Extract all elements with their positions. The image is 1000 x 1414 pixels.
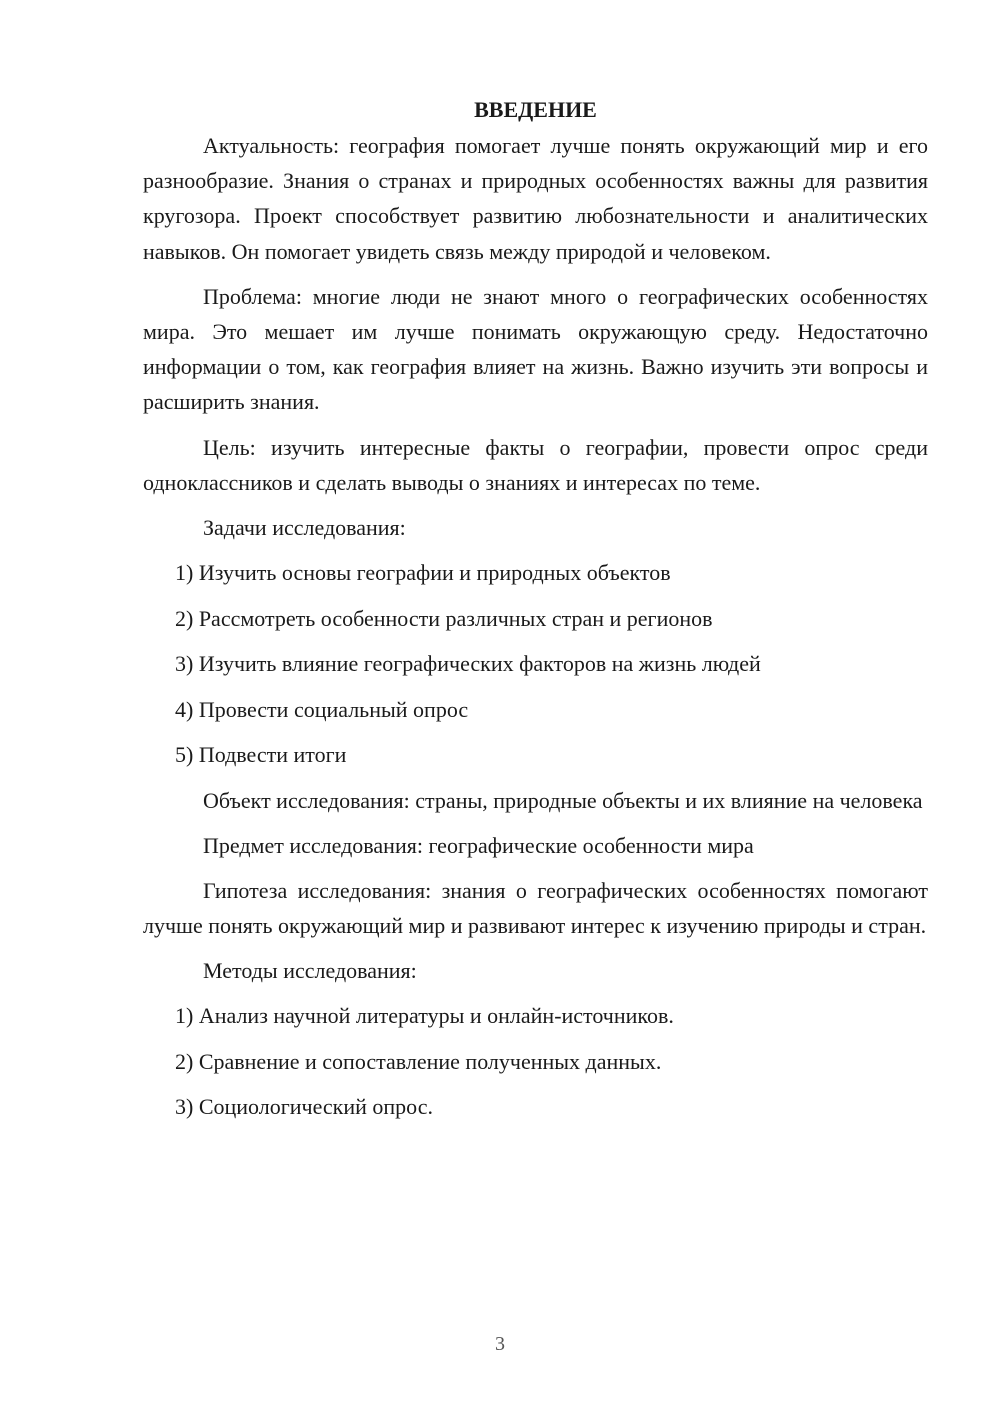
relevance-paragraph: Актуальность: география помогает лучше понять окружающий мир и его разнообразие. Знания о странах и природных особенностях важны для развития кругозора. Проект способствует развитию любознательности и аналитических навыков. Он помогает увидеть связь между природой и человеком. <box>143 133 928 264</box>
list-item: 1) Анализ научной литературы и онлайн-источников. <box>175 1003 674 1029</box>
list-item: 4) Провести социальный опрос <box>175 696 469 722</box>
hypothesis-paragraph: Гипотеза исследования: знания о географических особенностях помогают лучше понять окружающий мир и развивают интерес к изучению природы и стран. <box>143 877 928 939</box>
methods-heading: Методы исследования: <box>203 958 417 984</box>
problem-paragraph: Проблема: многие люди не знают много о географических особенностях мира. Это мешает им лучше понимать окружающую среду. Недостаточно информации о том, как география влияет на жизнь. Важно изучить эти вопросы и расширить знания. <box>143 283 928 415</box>
list-item: 3) Социологический опрос. <box>175 1094 433 1120</box>
list-item: 2) Рассмотреть особенности различных стран и регионов <box>175 605 713 631</box>
list-item: 1) Изучить основы географии и природных объектов <box>175 560 671 586</box>
tasks-heading: Задачи исследования: <box>203 515 406 541</box>
object-paragraph: Объект исследования: страны, природные объекты и их влияние на человека <box>203 787 923 813</box>
methods-list <box>143 998 928 1124</box>
list-item: 3) Изучить влияние географических факторов на жизнь людей <box>175 651 761 677</box>
subject-paragraph: Предмет исследования: географические особенности мира <box>203 832 754 858</box>
document-page <box>143 92 928 1135</box>
tasks-list <box>143 555 928 772</box>
page-number: 3 <box>495 1333 505 1355</box>
goal-paragraph: Цель: изучить интересные факты о географии, провести опрос среди одноклассников и сделать выводы о знаниях и интересах по теме. <box>143 434 928 495</box>
list-item: 5) Подвести итоги <box>175 742 347 768</box>
page-title: ВВЕДЕНИЕ <box>474 97 597 122</box>
list-item: 2) Сравнение и сопоставление полученных данных. <box>175 1048 662 1074</box>
